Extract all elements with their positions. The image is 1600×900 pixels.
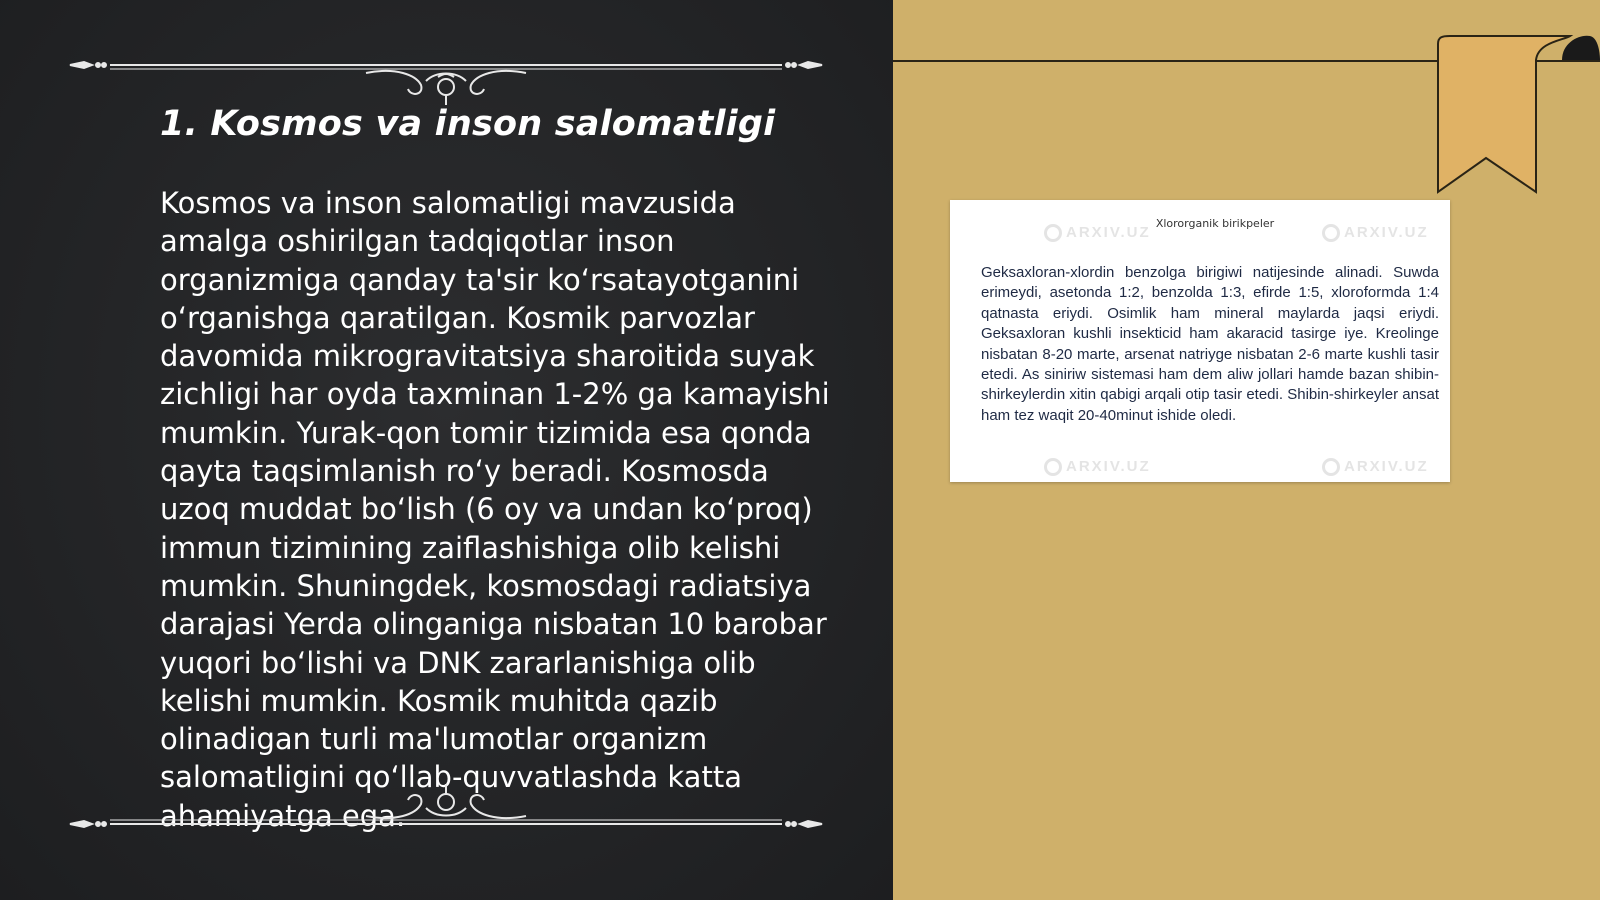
bookmark-ribbon-icon [1430, 34, 1600, 204]
embedded-text-image [950, 200, 1450, 482]
watermark-logo: ARXIV.UZ [1322, 458, 1429, 476]
figure-paragraph: Geksaxloran-xlordin benzolga birigiwi natijesinde alinadi. Suwda erimeydi, asetonda 1:2, benzolda 1:3, efirde 1:5, xloroformda 1:4 qatnasta eriydi. Osimlik ham mineral maylarda jaqsi eriydi. Geksaxloran kushli insekticid ham akaracid tasirge iye. Kreolinge nisbatan 8-20 marte, arsenat natriyge nisbatan 2-6 marte kushli tasir etedi. As siniriw sistemasi ham dem aliw jollari hamde bazan shibin-shirkeylerdin xitin qabigi arqali otip tasir etedi. Shibin-shirkeyler ansat ham tez waqit 20-40minut ishide oledi. [981, 264, 1439, 424]
watermark-logo: ARXIV.UZ [1044, 224, 1151, 242]
scroll-divider-icon [66, 45, 826, 105]
figure-heading: Xlororganik birikpeler [1155, 217, 1275, 230]
slide-title: 1. Kosmos va inson salomatligi [160, 104, 776, 144]
scroll-divider-icon-bottom [66, 780, 826, 840]
watermark-logo: ARXIV.UZ [1044, 458, 1151, 476]
slide-body-text: Kosmos va inson salomatligi mavzusida amalga oshirilgan tadqiqotlar inson organizmiga qanday ta'sir koʻrsatayotganini oʻrganishga qaratilgan. Kosmik parvozlar davomida mikrogravitatsiya sharoitida suyak zichligi har oyda taxminan 1-2% ga kamayishi mumkin. Yurak-qon tomir tizimida esa qonda qayta taqsimlanish roʻy beradi. Kosmosda uzoq muddat boʻlish (6 oy va undan koʻproq) immun tizimining zaiflashishiga olib kelishi mumkin. Shuningdek, kosmosdagi radiatsiya darajasi Yerda olinganiga nisbatan 10 barobar yuqori boʻlishi va DNK zararlanishiga olib kelishi mumkin. Kosmik muhitda qazib olinadigan turli ma'lumotlar organizm salomatligini qoʻllab-quvvatlashda katta ahamiyatga ega. [160, 186, 830, 833]
watermark-logo: ARXIV.UZ [1322, 224, 1429, 242]
